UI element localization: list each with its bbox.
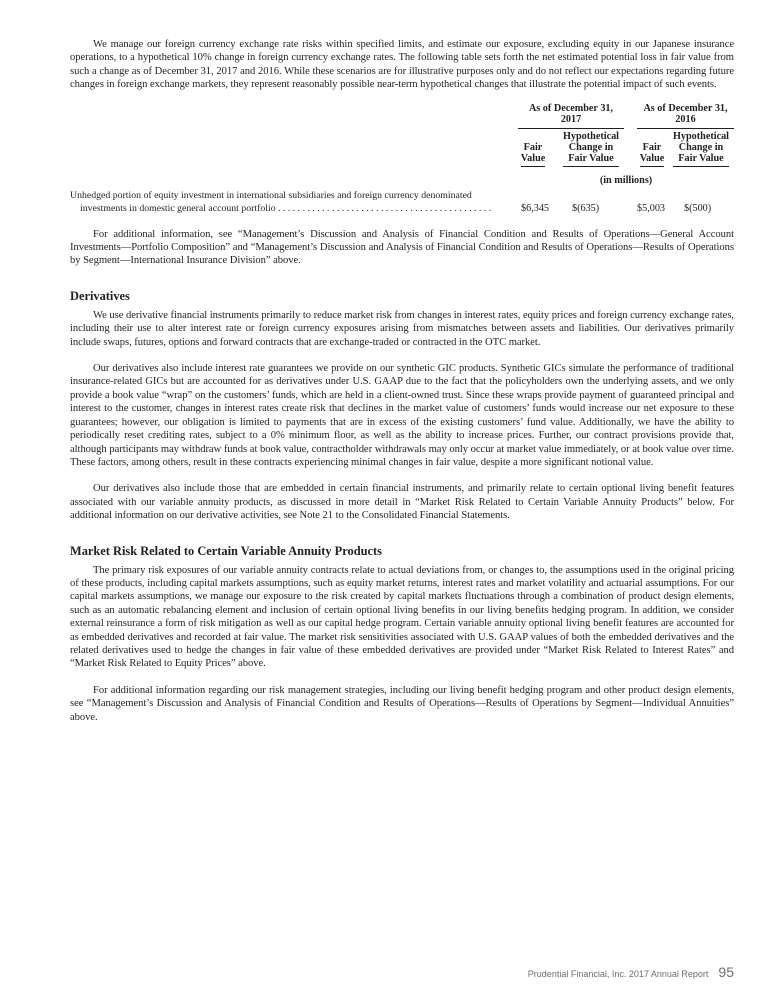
- group-2017-line1: As of December 31,: [528, 102, 614, 114]
- variable-annuity-heading: Market Risk Related to Certain Variable Annuity Products: [70, 543, 382, 558]
- page-footer: [528, 964, 734, 980]
- document-page: [70, 38, 734, 724]
- additional-info-paragraph: For additional information, see “Management’s Discussion and Analysis of Financial Condition and Results of Operations—General Account Investments—Portfolio Composition” and “Management’s Discussion and Analysis of Financial Condition and Results of Operations—Results of Operations by Segment—International Insurance Division” above.: [70, 228, 734, 267]
- col0-line2: Value: [520, 152, 546, 164]
- group-2016-line2: 2016: [675, 113, 696, 125]
- cell-fair-value-2016: $5,003: [637, 202, 666, 214]
- derivatives-paragraph-3: Our derivatives also include those that are embedded in certain financial instruments, and primarily relate to certain optional living benefit features associated with our variable annuity products, as discussed in more detail in “Market Risk Related to Certain Variable Annuity Products” below. For additional information on our derivative activities, see Note 21 to the Consolidated Financial Statements.: [70, 483, 734, 522]
- col2-line2: Value: [639, 152, 665, 164]
- group-2017-line2: 2017: [560, 113, 582, 125]
- col0-line0: [521, 131, 546, 142]
- table-group-2017: [518, 103, 624, 129]
- derivatives-heading: Derivatives: [70, 288, 130, 303]
- variable-annuity-paragraph-2: For additional information regarding our risk management strategies, including our living benefit hedging program and other product design elements, see “Management’s Discussion and Analysis of Financial Condition and Results of Operations—Results of Operations by Segment—Individual Annuities” above.: [70, 684, 734, 723]
- row-label-line1: Unhedged portion of equity investment in international subsidiaries and foreign currency denominated: [70, 189, 472, 201]
- table-group-2016: [637, 103, 734, 129]
- col-header-fair-value-2017: [518, 131, 548, 167]
- row-leader-dots: . . . . . . . . . . . . . . . . . . . . . . . . . . . . . . . . . . . . . . . . . . . .: [275, 202, 492, 214]
- cell-hypothetical-2017: $(635): [572, 202, 600, 214]
- col1-line1: Change in: [568, 141, 614, 153]
- col2-line1: Fair: [642, 141, 662, 153]
- col-header-hypothetical-2017: [558, 131, 624, 167]
- col-header-fair-value-2016: [637, 131, 667, 167]
- cell-hypothetical-2016: $(500): [684, 202, 712, 214]
- col1-line0: Hypothetical: [562, 130, 620, 142]
- group-2016-line1: As of December 31,: [643, 102, 728, 114]
- derivatives-paragraph-1: We use derivative financial instruments primarily to reduce market risk from changes in interest rates, equity prices and foreign currency exchange rates, including their use to alter interest rate or foreign currency exposures arising from mismatches between assets and liabilities. Our derivatives primarily include swaps, futures, options and forward contracts that are exchange-traded or contracted in the OTC market.: [70, 309, 734, 348]
- variable-annuity-paragraph-1: The primary risk exposures of our variable annuity contracts relate to actual deviations from, or changes to, the assumptions used in the original pricing of these products, including capital markets assumptions, such as equity market returns, interest rates and market volatility and actuarial assumptions. For our capital markets assumptions, we manage our exposure to the risk created by capital markets fluctuations through a combination of product design elements, such as an automatic rebalancing element and inclusion of certain optional living benefits in our living benefits hedging program. In addition, we consider external reinsurance a form of risk mitigation as well as our capital hedge program. Certain variable annuity optional living benefit features are accounted for as embedded derivatives and recorded at fair value. The market risk sensitivities associated with U.S. GAAP values of both the embedded derivatives and the related derivatives used to hedge the changes in fair value of these embedded derivatives are provided under “Market Risk Related to Interest Rates” and “Market Risk Related to Equity Prices” above.: [70, 564, 734, 670]
- col0-line1: Fair: [523, 141, 543, 153]
- col1-line2: Fair Value: [568, 152, 614, 164]
- page-number: 95: [718, 964, 734, 980]
- intro-paragraph: We manage our foreign currency exchange rate risks within specified limits, and estimate our exposure, excluding equity in our Japanese insurance operations, to a hypothetical 10% change in foreign currency exchange rates. The following table sets forth the net estimated potential loss in fair value from such a change as of December 31, 2017 and 2016. While these scenarios are for illustrative purposes only and do not reflect our expectations regarding future changes in foreign exchange markets, they represent reasonably possible near-term hypothetical changes that illustrate the potential impact of such events.: [70, 39, 734, 91]
- row-label-line2: investments in domestic general account portfolio: [80, 202, 276, 214]
- table-row-label: [70, 189, 515, 215]
- col2-line0: [640, 131, 665, 142]
- col3-line0: Hypothetical: [672, 130, 730, 142]
- col3-line2: Fair Value: [678, 152, 724, 164]
- fx-sensitivity-table: [70, 103, 734, 215]
- table-units: (in millions): [599, 174, 653, 186]
- col3-line1: Change in: [678, 141, 724, 153]
- cell-fair-value-2017: $6,345: [521, 202, 550, 214]
- footer-report-title: Prudential Financial, Inc. 2017 Annual Report: [527, 969, 709, 979]
- derivatives-paragraph-2: Our derivatives also include interest rate guarantees we provide on our synthetic GIC products. Synthetic GICs simulate the performance of traditional insurance-related GICs but are accounted for as derivatives under U.S. GAAP due to the fact that the policyholders own the underlying assets, and we only provide a book value “wrap” on the customers’ funds, which are held in a client-owned trust. Since these wraps provide payment of guaranteed principal and interest to the customer, changes in interest rates create risk that declines in the market value of customers’ funds would increase our net exposure to these guarantees; however, our obligation is limited to payments that are in excess of the existing customers’ fund value. Additionally, we have the ability to periodically reset crediting rates, subject to a 0% minimum floor, as well as the ability to increase prices. Further, our contract provisions provide that, although participants may withdraw funds at book value, contractholder withdrawals may only occur at market value immediately, or at book value over time. These factors, among others, result in these contracts experiencing minimal changes in fair value, despite a more significant notional value.: [70, 363, 734, 468]
- col-header-hypothetical-2016: [668, 131, 734, 167]
